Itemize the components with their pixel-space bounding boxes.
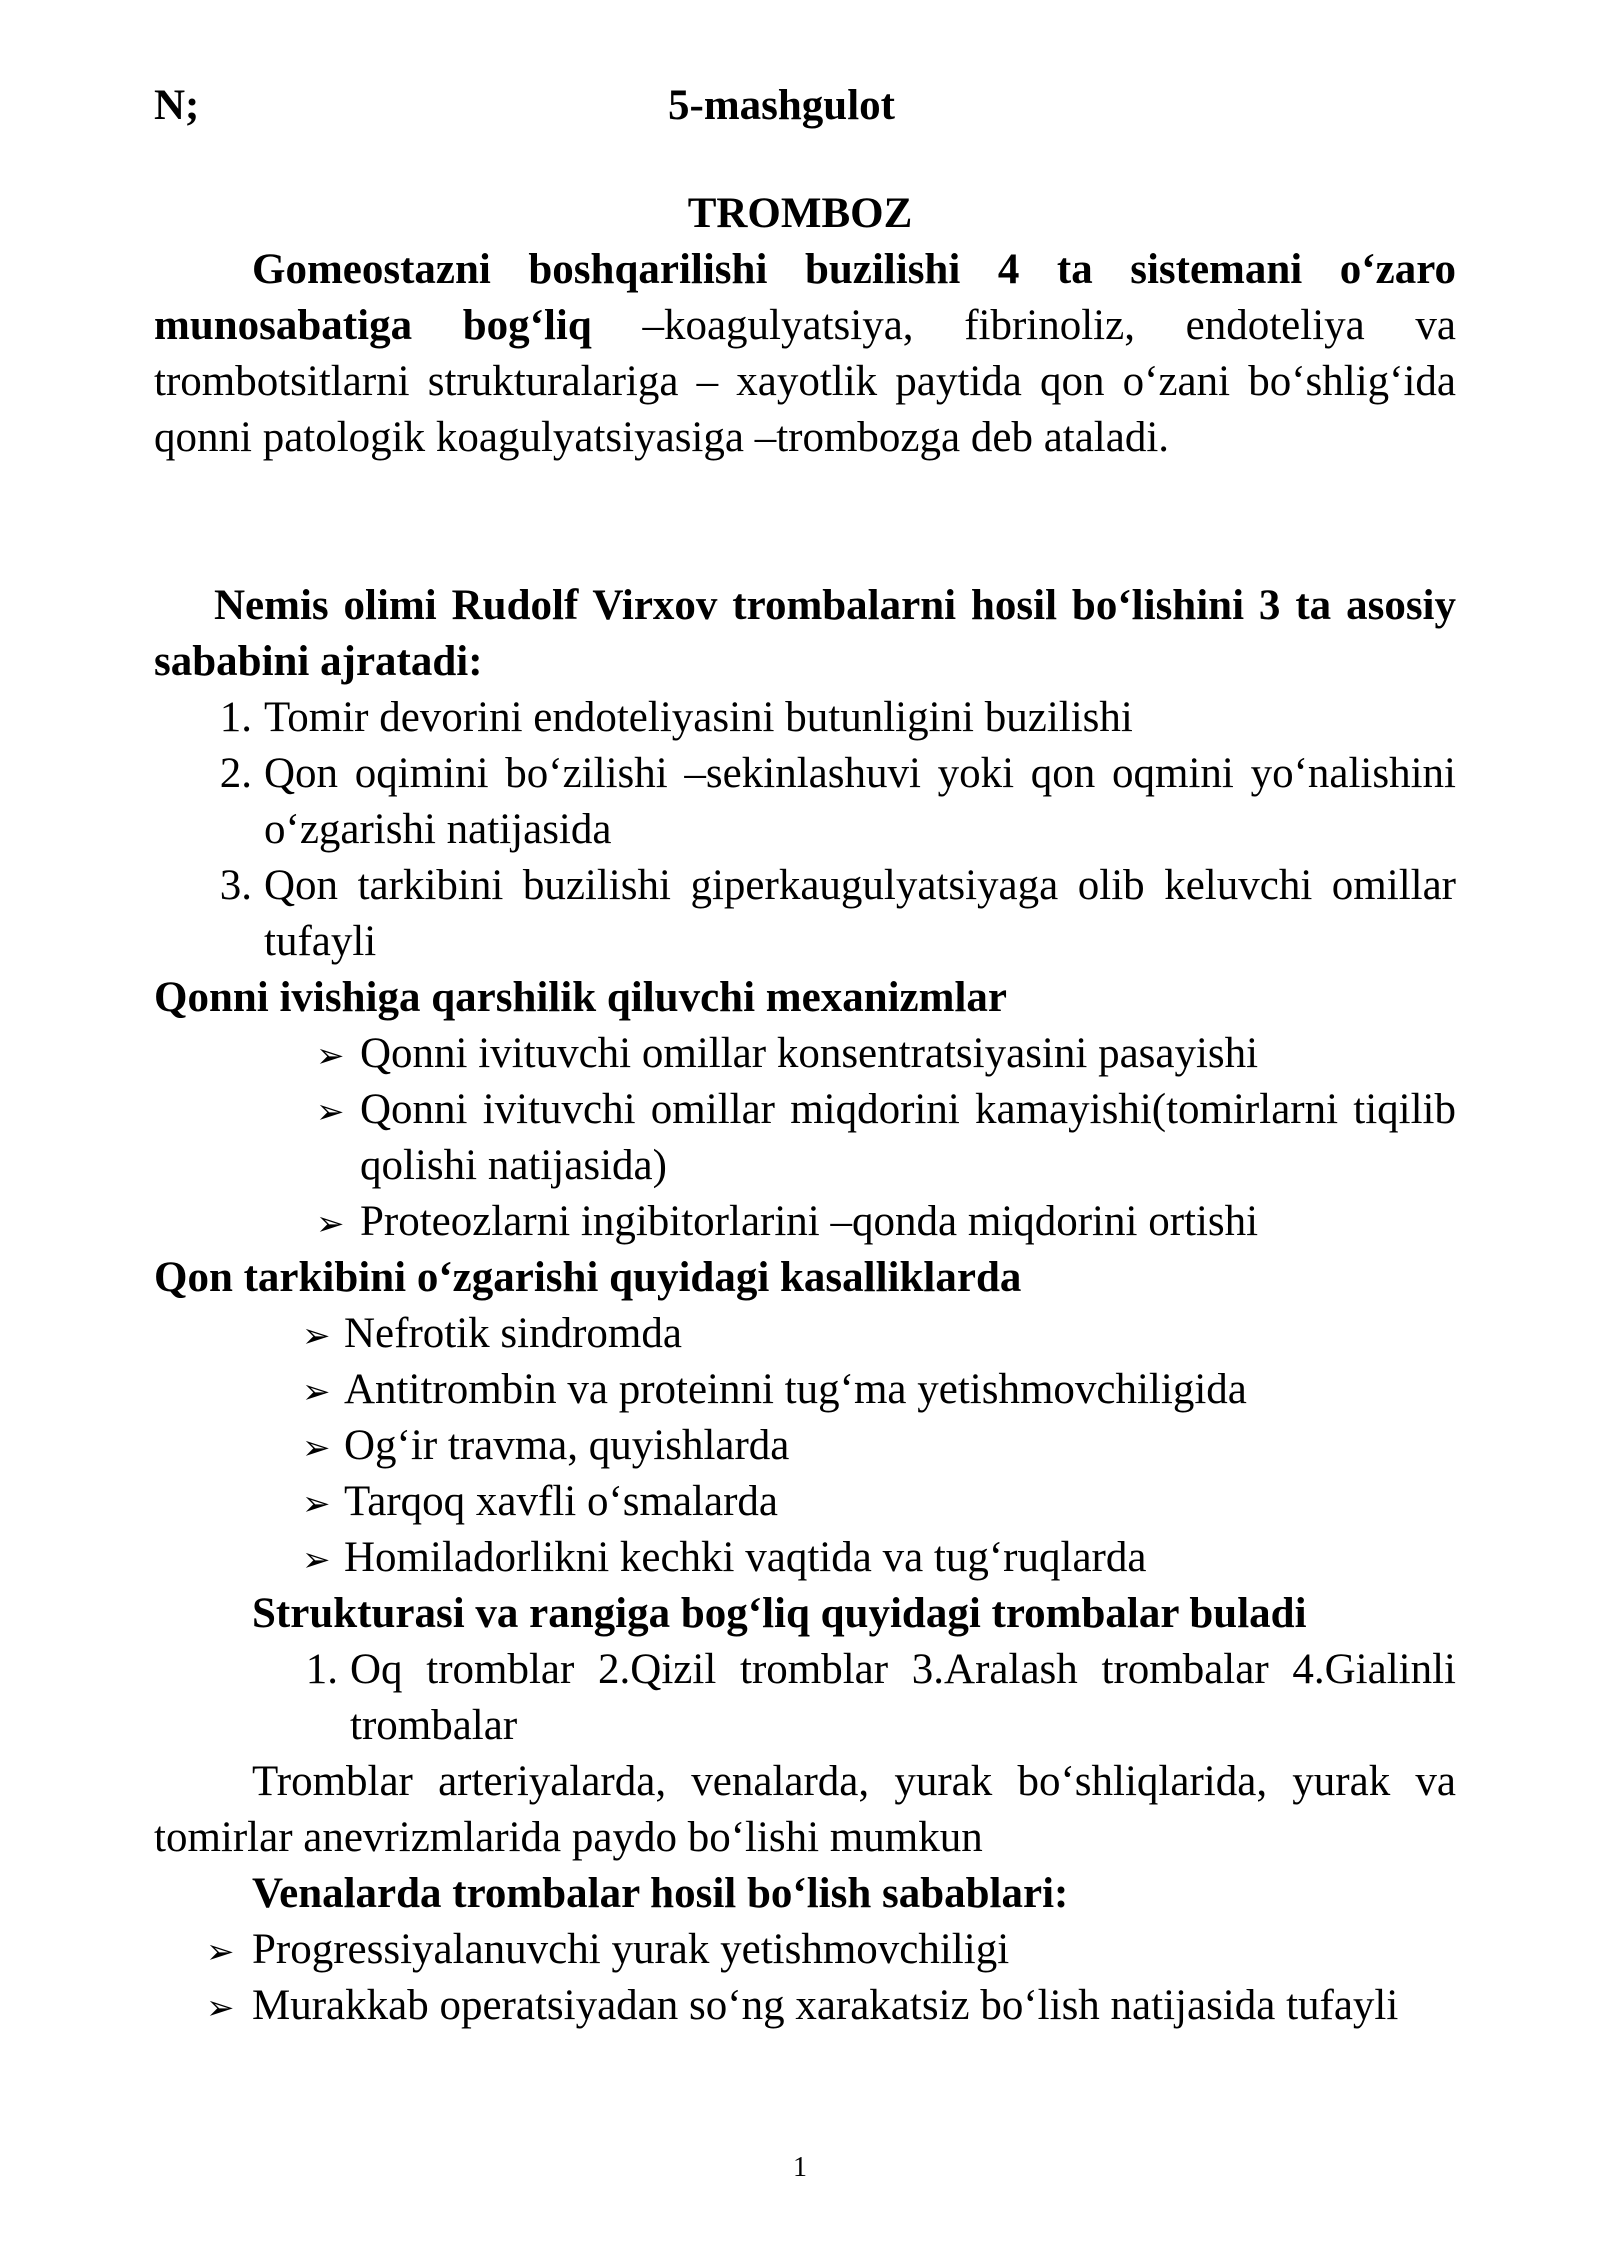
virchow-item-1-number: 1. xyxy=(219,694,252,741)
header-center: 5-mashgulot xyxy=(668,82,895,129)
venous-item-1: Progressiyalanuvchi yurak yetishmovchiligi xyxy=(252,1926,1010,1973)
arrow-bullet-icon: ➢ xyxy=(302,1540,331,1580)
arrow-bullet-icon: ➢ xyxy=(302,1316,331,1356)
virchow-heading: Nemis olimi Rudolf Virxov trombalarni hosil bo‘lishini 3 ta asosiy sababini ajratadi: xyxy=(154,582,1456,685)
disease-item-3: Og‘ir travma, quyishlarda xyxy=(344,1422,790,1469)
arrow-bullet-icon: ➢ xyxy=(302,1484,331,1524)
intro-paragraph xyxy=(154,242,1456,466)
structure-heading: Strukturasi va rangiga bog‘liq quyidagi trombalar buladi xyxy=(252,1590,1307,1637)
structure-item-number: 1. xyxy=(305,1646,338,1693)
arrow-bullet-icon: ➢ xyxy=(316,1092,345,1132)
virchow-item-2: Qon oqimini bo‘zilishi –sekinlashuvi yoki qon oqmini yo‘nalishini o‘zgarishi natijasida xyxy=(264,750,1456,853)
mechanism-item-3: Proteozlarni ingibitorlarini –qonda miqdorini ortishi xyxy=(360,1198,1259,1245)
mechanisms-heading: Qonni ivishiga qarshilik qiluvchi mexanizmlar xyxy=(154,974,1007,1021)
page-title: TROMBOZ xyxy=(687,190,913,237)
mechanism-item-1: Qonni ivituvchi omillar konsentratsiyasini pasayishi xyxy=(360,1030,1259,1077)
virchow-item-2-number: 2. xyxy=(219,750,252,797)
arrow-bullet-icon: ➢ xyxy=(206,1932,235,1972)
venous-item-2: Murakkab operatsiyadan so‘ng xarakatsiz bo‘lish natijasida tufayli xyxy=(252,1982,1399,2029)
header-left: N; xyxy=(154,82,200,129)
venous-heading: Venalarda trombalar hosil bo‘lish sabablari: xyxy=(252,1870,1069,1917)
locations-paragraph: Tromblar arteriyalarda, venalarda, yurak bo‘shliqlarida, yurak va tomirlar anevrizmlarida paydo bo‘lishi mumkun xyxy=(154,1758,1456,1861)
disease-item-5: Homiladorlikni kechki vaqtida va tug‘ruqlarda xyxy=(344,1534,1147,1581)
virchow-item-3-number: 3. xyxy=(219,862,252,909)
arrow-bullet-icon: ➢ xyxy=(316,1036,345,1076)
mechanism-item-2: Qonni ivituvchi omillar miqdorini kamayishi(tomirlarni tiqilib qolishi natijasida) xyxy=(360,1086,1456,1189)
arrow-bullet-icon: ➢ xyxy=(302,1372,331,1412)
diseases-heading: Qon tarkibini o‘zgarishi quyidagi kasalliklarda xyxy=(154,1254,1022,1301)
page-number: 1 xyxy=(793,2152,807,2183)
virchow-item-3: Qon tarkibini buzilishi giperkaugulyatsiyaga olib keluvchi omillar tufayli xyxy=(264,862,1456,965)
arrow-bullet-icon: ➢ xyxy=(302,1428,331,1468)
arrow-bullet-icon: ➢ xyxy=(316,1204,345,1244)
disease-item-4: Tarqoq xavfli o‘smalarda xyxy=(344,1478,778,1525)
disease-item-2: Antitrombin va proteinni tug‘ma yetishmovchiligida xyxy=(344,1366,1247,1413)
structure-item: Oq tromblar 2.Qizil tromblar 3.Aralash trombalar 4.Gialinli trombalar xyxy=(350,1646,1456,1749)
arrow-bullet-icon: ➢ xyxy=(206,1988,235,2028)
intro-rest: –koagulyatsiya, fibrinoliz, endoteliya va trombotsitlarni strukturalariga – xayotlik paytida qon o‘zani bo‘shlig‘ida qonni patologik koagulyatsiyasiga –trombozga deb ataladi. xyxy=(154,302,1456,461)
intro-bold: Gomeostazni boshqarilishi buzilishi 4 ta sistemani o‘zaro munosabatiga bog‘liq xyxy=(154,246,1456,349)
virchow-item-1: Tomir devorini endoteliyasini butunligini buzilishi xyxy=(264,694,1133,741)
disease-item-1: Nefrotik sindromda xyxy=(344,1310,682,1357)
